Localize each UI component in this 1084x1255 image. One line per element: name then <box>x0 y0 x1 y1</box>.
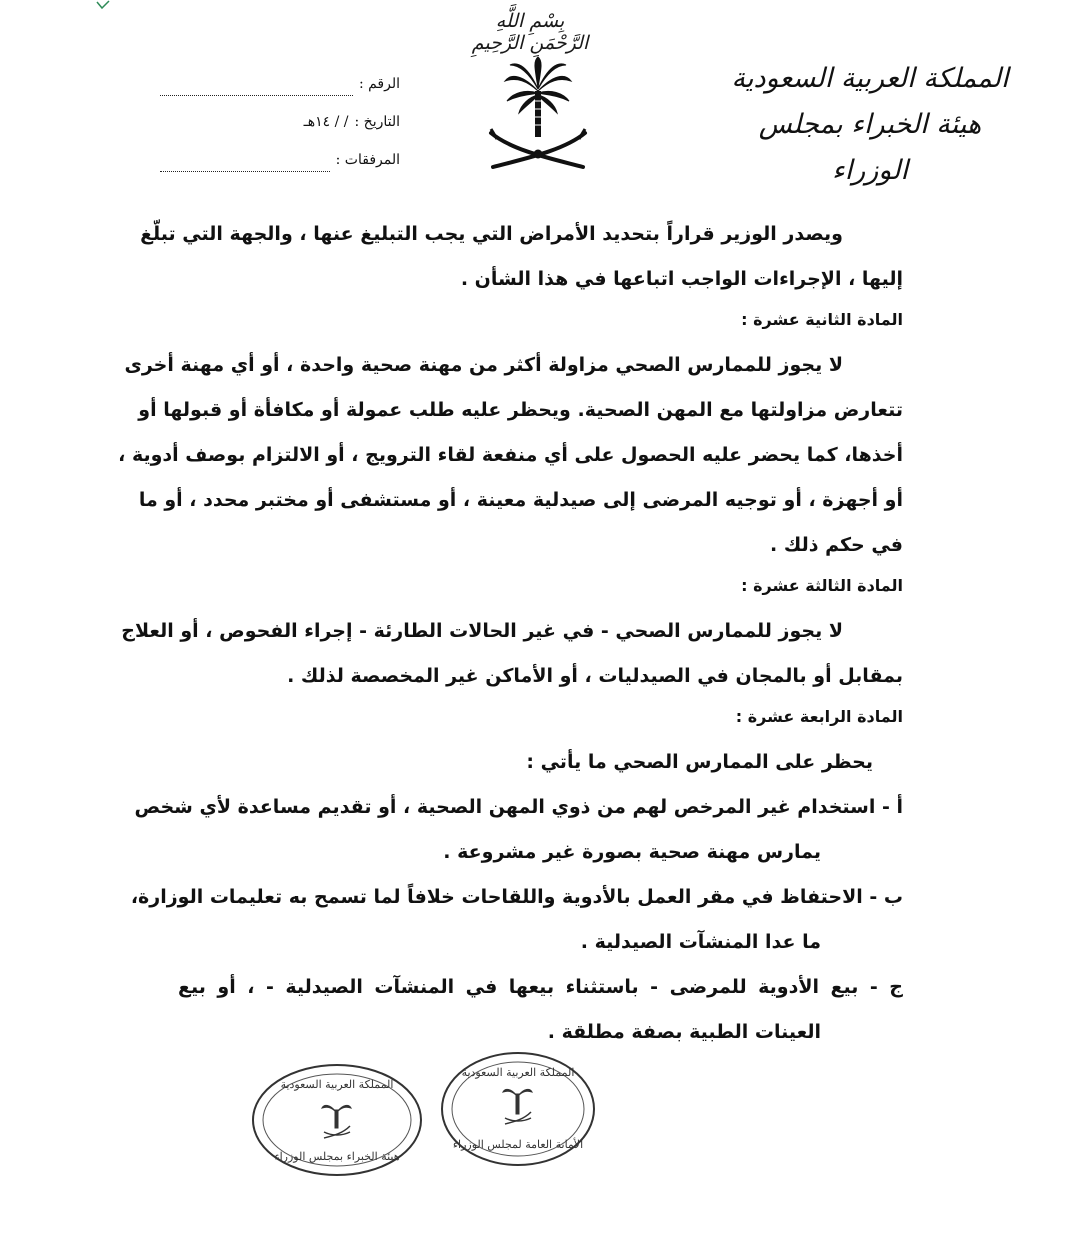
article-14-heading: المادة الرابعة عشرة : <box>735 707 903 726</box>
official-stamp-right <box>438 1050 598 1168</box>
paragraph-line: إليها ، الإجراءات الواجب اتباعها في هذا الشأن . <box>460 268 903 290</box>
list-item-b: ب - الاحتفاظ في مقر العمل بالأدوية واللقاحات خلافاً لما تسمح به تعليمات الوزارة، <box>130 886 903 908</box>
attachments-field <box>160 134 400 172</box>
stamp-right-top-text: المملكة العربية السعودية <box>461 1066 575 1079</box>
list-item-a: أ - استخدام غير المرخص لهم من ذوي المهن الصحية ، أو تقديم مساعدة لأي شخص <box>134 796 903 818</box>
basmala: بِسْمِ اللَّهِ الرَّحْمَنِ الرَّحِيمِ <box>471 10 589 54</box>
number-line <box>160 77 353 96</box>
number-field <box>160 58 400 96</box>
article-13-heading: المادة الثالثة عشرة : <box>741 576 903 595</box>
paragraph-line: أو أجهزة ، أو توجيه المرضى إلى صيدلية معينة ، أو مستشفى أو مختبر محدد ، أو ما <box>138 489 903 511</box>
attachments-line <box>160 153 330 172</box>
stamp-right-bottom-text: الأمانة العامة لمجلس الوزراء <box>452 1138 584 1151</box>
stamp-emblem-icon <box>503 1089 532 1124</box>
stamp-emblem-icon <box>322 1105 351 1138</box>
reference-fields <box>160 58 400 172</box>
list-item-c: ج - بيع الأدوية للمرضى - باستثناء بيعها في المنشآت الصيدلية - ، أو بيع <box>178 976 903 998</box>
date-value: / / ١٤هـ <box>303 114 349 130</box>
paragraph-line: لا يجوز للممارس الصحي - في غير الحالات الطارئة - إجراء الفحوص ، أو العلاج <box>121 620 843 642</box>
paragraph-line: ويصدر الوزير قراراً بتحديد الأمراض التي يجب التبليغ عنها ، والجهة التي تبلّغ <box>140 223 843 245</box>
paragraph-line: أخذها، كما يحضر عليه الحصول على أي منفعة لقاء الترويج ، أو الالتزام بوصف أدوية ، <box>118 444 903 466</box>
number-label: الرقم : <box>358 76 400 92</box>
article-12-heading: المادة الثانية عشرة : <box>741 310 903 329</box>
list-item-c-continued: العينات الطبية بصفة مطلقة . <box>547 1021 821 1043</box>
document-body <box>118 212 903 1055</box>
paragraph-line: يحظر على الممارس الصحي ما يأتي : <box>526 751 873 773</box>
stamp-left-top-text: المملكة العربية السعودية <box>280 1078 394 1091</box>
list-item-a-continued: يمارس مهنة صحية بصورة غير مشروعة . <box>443 841 821 863</box>
org-line-1: المملكة العربية السعودية <box>731 63 1009 94</box>
date-field <box>160 96 400 134</box>
org-line-2: هيئة الخبراء بمجلس الوزراء <box>758 109 982 186</box>
official-stamp-left <box>250 1062 425 1178</box>
paragraph-line: في حكم ذلك . <box>770 534 903 556</box>
corner-tick-mark <box>96 0 110 10</box>
date-label: التاريخ : <box>354 114 400 130</box>
paragraph-line: لا يجوز للممارس الصحي مزاولة أكثر من مهنة صحية واحدة ، أو أي مهنة أخرى <box>124 354 843 376</box>
stamp-left-bottom-text: هيئة الخبراء بمجلس الوزراء <box>274 1150 400 1163</box>
list-item-b-continued: ما عدا المنشآت الصيدلية . <box>580 931 821 953</box>
paragraph-line: بمقابل أو بالمجان في الصيدليات ، أو الأماكن غير المخصصة لذلك . <box>287 665 903 687</box>
organization-name <box>720 56 1020 194</box>
saudi-emblem-icon <box>483 55 593 175</box>
attachments-label: المرفقات : <box>335 152 400 168</box>
paragraph-line: تتعارض مزاولتها مع المهن الصحية. ويحظر عليه طلب عمولة أو مكافأة أو قبولها أو <box>138 399 903 421</box>
